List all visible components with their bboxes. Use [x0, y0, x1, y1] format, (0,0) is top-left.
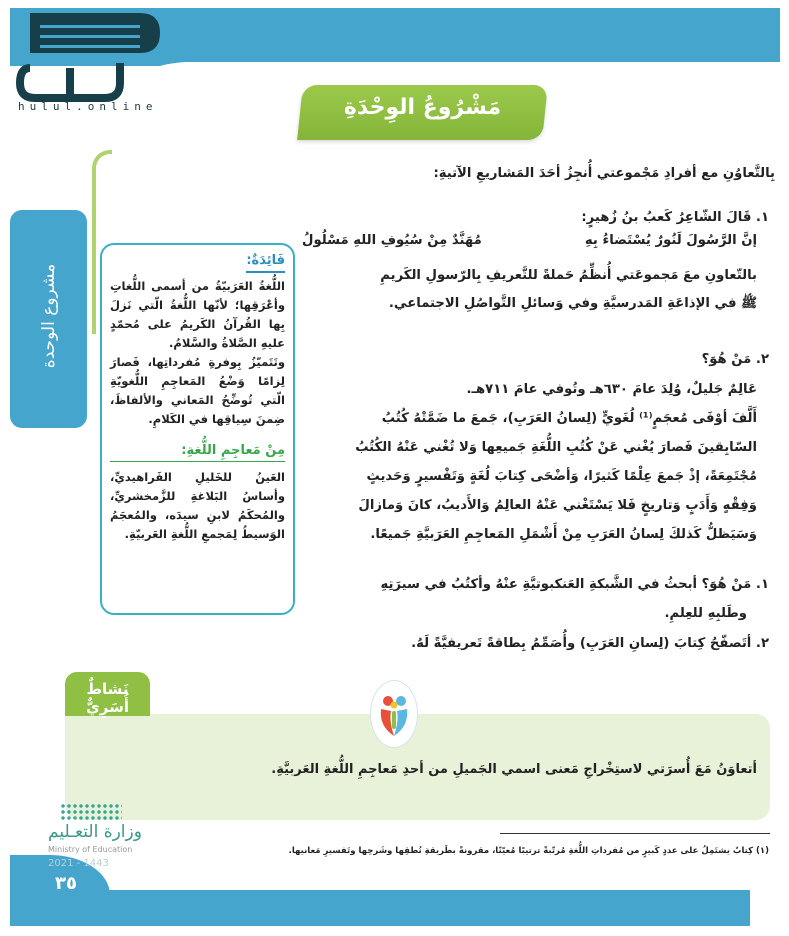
- verse-right: إنَّ الرَّسُولَ لَنُورٌ يُسْتَضاءُ بِهِ: [584, 233, 757, 248]
- side-tab-label: مشروع الوحدة: [39, 263, 59, 369]
- fayda-heading: فَائِدَةٌ:: [246, 251, 285, 273]
- verse-left: مُهَنَّدٌ مِنْ سُيُوفِ اللهِ مَسْلُولُ: [302, 233, 482, 248]
- poem-verse: [302, 233, 757, 248]
- hulul-logo: [10, 8, 160, 108]
- fayda-text-2: وتَتَميّزُ بِوفرةِ مُفرداتِها، فَصارَ لِزامًا وَضْعُ المَعاجِمِ اللُّغويّةِ الّتي تُوضِّحُ المَعاني والألفاظَ، ضِمنَ سِياقِها في الكَلامِ.: [110, 355, 285, 426]
- edition-year: 2021 - 1443: [48, 858, 109, 869]
- footnote-divider: [500, 833, 770, 834]
- fayda-box: [100, 243, 295, 615]
- p2-line: وَفِقْهٍ وَأَدَبٍ وَتاريخٍ فَلا يَسْتَغْني عَنْهُ العالِمُ وَالأَديبُ، كانَ وَمازالَ: [358, 498, 757, 513]
- p2-line: أَلَّفَ أوْفَى مُعجَمٍ⁽¹⁾ لُغَويٍّ (لِسانُ العَرَبِ)، جَمعَ ما ضَمَّتْهُ كُتُبُ: [381, 411, 757, 426]
- intro-text: بِالتَّعاوُنِ مع أفرادِ مَجْموعتي أُنجِزُ أحَدَ المَشاريعِ الآتيةِ:: [433, 166, 775, 181]
- dictionaries-heading: مِنْ مَعاجِمِ اللُّغةِ:: [110, 441, 285, 462]
- task-1: ١. مَنْ هُوَ؟ أبحثُ في الشَّبكةِ العَنكبوتيَّةِ عنْهُ وأكتُبُ في سيرَتِهِ: [380, 577, 769, 592]
- task-2: ٢. أتَصفّحُ كِتابَ (لِسانِ العَرَبِ) وأُصَمِّمُ بِطاقةً تَعريفيَّةً لَهُ.: [411, 636, 769, 651]
- page-number: ٣٥: [55, 873, 77, 894]
- p2-line: السّابِقينَ فَصارَ يُغْني عَنْ كُتُبِ اللُّغَةِ جَميعِها وَلا تُغْني عَنْهُ الكُتُبُ: [355, 440, 757, 455]
- p2-heading: ٢. مَنْ هُوَ؟: [701, 352, 769, 367]
- ministry-name: وزارة التعـليم: [48, 822, 142, 842]
- footnote: (١) كِتابٌ يشتَمِلُ على عددٍ كَبيرٍ من مُفرداتِ اللُّغةِ مُرتّبةً ترتيبًا مُعيّنًا، مقرونةً بطَريقةِ نُطقِها وشَرحِها وتَفسيرِ مَعانيها.: [288, 846, 769, 856]
- family-icon: [370, 680, 418, 748]
- fayda-text-1: اللُّغةُ العَرَبيّةُ من أسمى اللُّغاتِ وأعْرَقِها؛ لأنّها اللُّغةُ الّتي نَزلَ بِها القُرآنُ الكَريمُ على مُحمّدٍ عليهِ الصَّلاةُ والسَّلامُ.: [110, 279, 285, 350]
- p1-text-1: بالتّعاونِ معَ مَجموعَتي أُنظِّمُ حَملةً للتَّعريفِ بِالرّسولِ الكَريمِ: [380, 268, 757, 283]
- p1-text-2: ﷺ في الإذاعَةِ المَدرسيَّةِ وفي وَسائلِ التَّواصُلِ الاجتماعي.: [388, 296, 757, 311]
- bottom-banner: [10, 890, 750, 926]
- p2-line: مُجْتَمِعَةً، إذْ جَمعَ عِلْمًا كَثيرًا، وَأضْحَى كِتابَ لُغَةٍ وَتَفْسيرٍ وَحَديثٍ: [366, 469, 757, 484]
- activity-tab-label: نَشاطٌ أُسَرِيٌّ: [86, 680, 129, 716]
- p2-line: وَسَيَظلُّ كَذلكَ لِسانُ العَرَبِ مِنْ أَشْمَلِ المَعاجِمِ العَرَبيَّةِ جَميعًا.: [370, 527, 757, 542]
- logo-url: hulul.online: [18, 100, 158, 113]
- p2-line: عَالِمٌ جَليلٌ، وُلِدَ عامَ ٦٣٠هـ وتُوفي عامَ ٧١١هـ.: [466, 382, 757, 397]
- ministry-name-en: Ministry of Education: [48, 845, 133, 854]
- p1-heading: ١. قَالَ الشّاعِرُ كَعبُ بنُ زُهيرٍ:: [581, 210, 769, 225]
- activity-text: أتعاوَنُ مَعَ أُسرَتي لاستِخْراجِ مَعنى اسمي الجَميلِ من أحدِ مَعاجِمِ اللُّغةِ العَربيَّةِ.: [271, 762, 757, 777]
- page-title: مَشْرُوعُ الوِحْدَةِ: [343, 95, 502, 120]
- task-1-cont: وطَلبِهِ للعِلمِ.: [664, 606, 747, 621]
- ministry-logo-dots: [60, 803, 122, 821]
- dictionaries-text: العَينُ للخَليلِ الفَراهيديِّ، وأساسُ البَلاغةِ للزَّمخشريِّ، والمُحكَمُ لابنِ سيدَه، والمُعجَمُ الوَسيطُ لِمَجمعِ اللُّغةِ العَربيّةِ.: [110, 470, 285, 541]
